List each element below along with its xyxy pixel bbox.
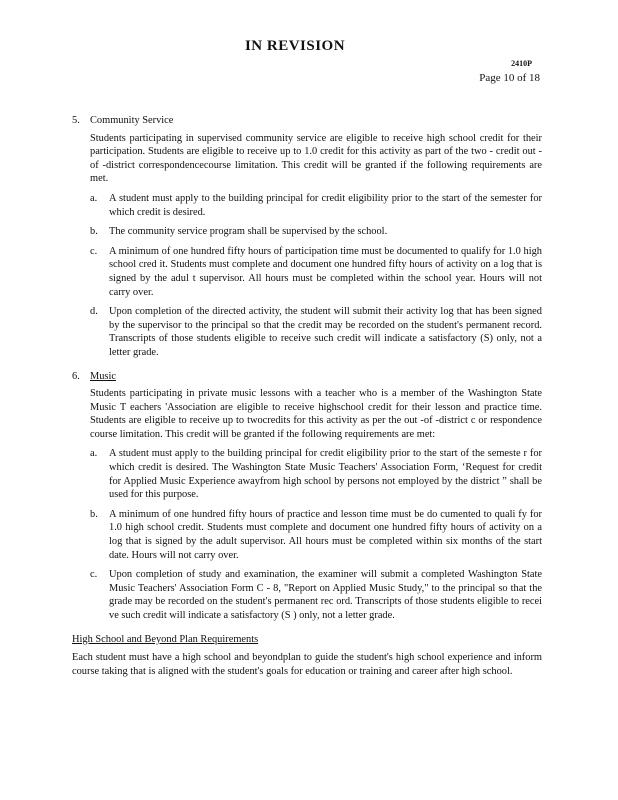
section-title: Music <box>90 370 116 382</box>
list-item <box>90 305 542 359</box>
list-item <box>90 192 542 219</box>
list-item <box>90 568 542 622</box>
list-item-marker: b. <box>90 226 98 238</box>
requirement-list <box>90 192 542 360</box>
list-item <box>90 245 542 299</box>
list-item-marker: a. <box>90 448 98 460</box>
list-item-text: A minimum of one hundred fifty hours of participation time must be documented to qualify for 1.0 high school cred it. Students must complete and document one hundred fifty hours of activity on a log that is signed by the adul t supervisor. All hours must be completed within the school year. Hours will not carry over. <box>109 245 542 298</box>
section-intro: Students participating in supervised community service are eligible to receive high school credit for their participation. Students are eligible to receive up to 1.0 credit for this activity as part of the two - credit out - of -district correspondencecourse limitation. This credit will be granted if the following requirements are met. <box>90 132 542 185</box>
list-item <box>90 447 542 501</box>
requirement-list <box>90 447 542 622</box>
list-item-marker: d. <box>90 306 98 318</box>
list-item-text: A student must apply to the building principal for credit eligibility prior to the start of the semester for which credit is desired. <box>109 192 542 218</box>
section-intro: Students participating in private music lessons with a teacher who is a member of the Washington State Music T eachers 'Association are eligible to receive highschool credit for their lesson and practice time. Students are eligible to receive up to twocredits for this activity as per the out -of -district c or respondence course limitation. This credit will be granted if the following requirements are met: <box>90 388 542 440</box>
hsbp-paragraph: Each student must have a high school and beyondplan to guide the student's high school experience and inform course taking that is aligned with the student's goals for education or training and career after high school. <box>72 652 542 677</box>
section-title: Community Service <box>90 115 174 126</box>
list-item-text: A student must apply to the building principal for credit eligibility prior to the start of the semeste r for which credit is desired. The Washington State Music Teachers' Association Form, ‘Request for credit for Applied Music Experience awayfrom high school by persons not employed by the district ” shall be used for this purpose. <box>109 448 542 501</box>
list-item-text: The community service program shall be supervised by the school. <box>109 226 388 238</box>
policy-number: 2410P <box>511 59 532 68</box>
section-community-service <box>72 114 542 360</box>
page-title: IN REVISION <box>244 38 346 54</box>
list-item-marker: c. <box>90 245 98 257</box>
section-number: 6. <box>72 370 80 382</box>
list-item-marker: c. <box>90 569 98 581</box>
list-item-text: Upon completion of study and examination, the examiner will submit a completed Washington State Music Teachers' Association Form C - 8, "Report on Applied Music Study," to the principal so that the grade may be recorded on the student's permanent rec ord. Transcripts of those students eligible to recei ve such credit will indicate a satisfactory (S ) only, not a letter grade. <box>109 569 542 621</box>
list-item-marker: a. <box>90 192 98 204</box>
page-number: Page 10 of 18 <box>479 72 540 84</box>
list-item <box>90 225 542 239</box>
document-body <box>72 114 542 689</box>
section-music <box>72 370 542 623</box>
list-item-text: Upon completion of the directed activity, the student will submit their activity log that has been signed by the supervisor to the principal so that the credit may be recorded on the student's permanent record. Transcripts of those students eligible to receive such credit will indicate a satisfactory (S) only, not a letter grade. <box>109 306 542 358</box>
hsbp-heading: High School and Beyond Plan Requirements <box>72 633 259 645</box>
list-item-text: A minimum of one hundred fifty hours of practice and lesson time must be do cumented to quali fy for 1.0 high school credit. Students must complete and document one hundred fifty hours of activity on a log that is signed by the adult supervisor. All hours must be completed within six months of the start date. Hours will not carry over. <box>109 508 542 561</box>
list-item <box>90 508 542 562</box>
list-item-marker: b. <box>90 508 98 520</box>
section-number: 5. <box>72 115 80 126</box>
